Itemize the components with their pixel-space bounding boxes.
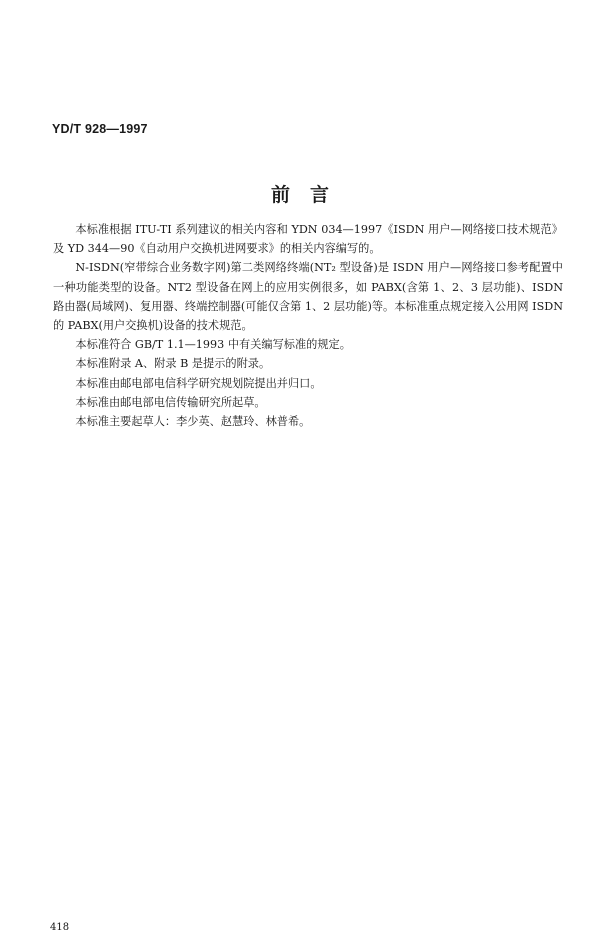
- paragraph-conformance: 本标准符合 GB/T 1.1—1993 中有关编写标准的规定。: [75, 338, 351, 352]
- standard-code: YD/T 928—1997: [52, 122, 148, 136]
- paragraph-basis: 本标准根据 ITU-TI 系列建议的相关内容和 YDN 034—1997《ISDN 用户—网络接口技术规范》及 YD 344—90《自动用户交换机进网要求》的相关内容编写的。: [53, 223, 563, 256]
- paragraph-authors: 本标准主要起草人：李少英、赵慧玲、林普希。: [75, 415, 311, 429]
- foreword-body: [53, 220, 563, 431]
- paragraph-nt2-description: N-ISDN(窄带综合业务数字网)第二类网络终端(NT₂ 型设备)是 ISDN 用户—网络接口参考配置中一种功能类型的设备。NT2 型设备在网上的应用实例很多，如 PABX(含第 1、2、3 层功能)、ISDN 路由器(局域网)、复用器、终端控制器(可能仅含第 1、2 层功能)等。本标准重点规定接入公用网 ISDN 的 PABX(用户交换机)设备的技术规范。: [53, 261, 563, 333]
- paragraph-appendices: 本标准附录 A、附录 B 是提示的附录。: [75, 357, 271, 371]
- page-title: 前言: [270, 184, 349, 206]
- page-number: 418: [50, 922, 70, 933]
- paragraph-drafter: 本标准由邮电部电信传输研究所起草。: [75, 395, 266, 409]
- paragraph-proposer: 本标准由邮电部电信科学研究规划院提出并归口。: [75, 376, 322, 390]
